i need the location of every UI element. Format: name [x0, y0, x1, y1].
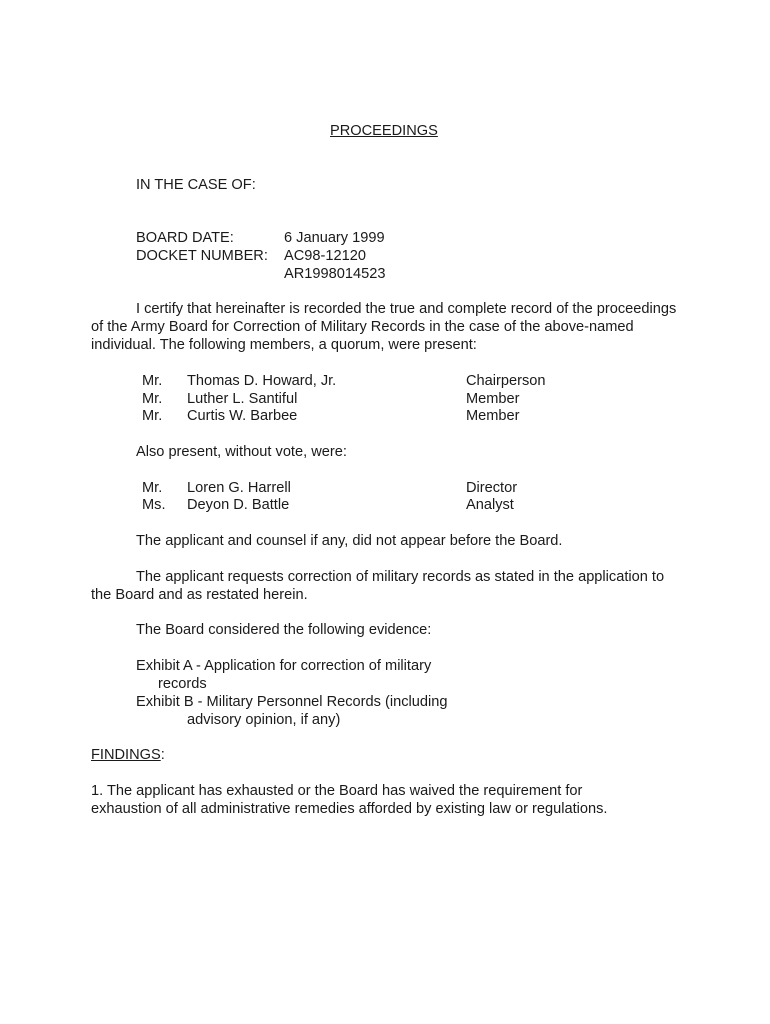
board-date-label: BOARD DATE:: [136, 230, 234, 246]
docket-number-label: DOCKET NUMBER:: [136, 248, 268, 264]
member-title: Mr.: [142, 408, 163, 424]
appearance-statement: The applicant and counsel if any, did not appear before the Board.: [136, 533, 563, 549]
staff-title: Ms.: [142, 497, 166, 513]
exhibit-b-continued: advisory opinion, if any): [187, 712, 341, 728]
findings-heading: [91, 746, 165, 764]
staff-name: Loren G. Harrell: [187, 480, 291, 496]
member-name: Curtis W. Barbee: [187, 408, 298, 424]
staff-name: Deyon D. Battle: [187, 497, 290, 513]
staff-role: Analyst: [466, 497, 514, 513]
request-text: The applicant requests correction of military records as stated in the application to the Board and as restated herein.: [91, 569, 665, 603]
finding-item-1: 1. The applicant has exhausted or the Board has waived the requirement for exhaustion of all administrative remedies afforded by existing law or regulations.: [91, 783, 608, 817]
case-label: IN THE CASE OF:: [136, 177, 256, 193]
member-role: Member: [466, 391, 520, 407]
member-role: Chairperson: [466, 373, 546, 389]
member-title: Mr.: [142, 373, 163, 389]
findings-heading-text: FINDINGS: [91, 747, 161, 763]
exhibit-a: Exhibit A - Application for correction of military: [136, 658, 432, 674]
exhibit-a-continued: records: [158, 676, 207, 692]
evidence-label: The Board considered the following evidence:: [136, 622, 432, 638]
board-date-value: 6 January 1999: [284, 230, 385, 246]
member-name: Luther L. Santiful: [187, 391, 298, 407]
page-title: PROCEEDINGS: [330, 123, 438, 139]
findings-heading-colon: :: [160, 747, 165, 763]
certification-paragraph: [91, 300, 681, 354]
also-present-label: Also present, without vote, were:: [136, 444, 347, 460]
docket-number-value-secondary: AR1998014523: [284, 266, 386, 282]
docket-number-value: AC98-12120: [284, 248, 366, 264]
exhibit-b: Exhibit B - Military Personnel Records (including: [136, 694, 448, 710]
certification-text: I certify that hereinafter is recorded the true and complete record of the proceedings of the Army Board for Correction of Military Records in the case of the above-named individual. The following members, a quorum, were present:: [91, 301, 677, 353]
member-role: Member: [466, 408, 520, 424]
request-paragraph: [91, 568, 681, 604]
staff-title: Mr.: [142, 480, 163, 496]
staff-role: Director: [466, 480, 518, 496]
member-name: Thomas D. Howard, Jr.: [187, 373, 337, 389]
member-title: Mr.: [142, 391, 163, 407]
